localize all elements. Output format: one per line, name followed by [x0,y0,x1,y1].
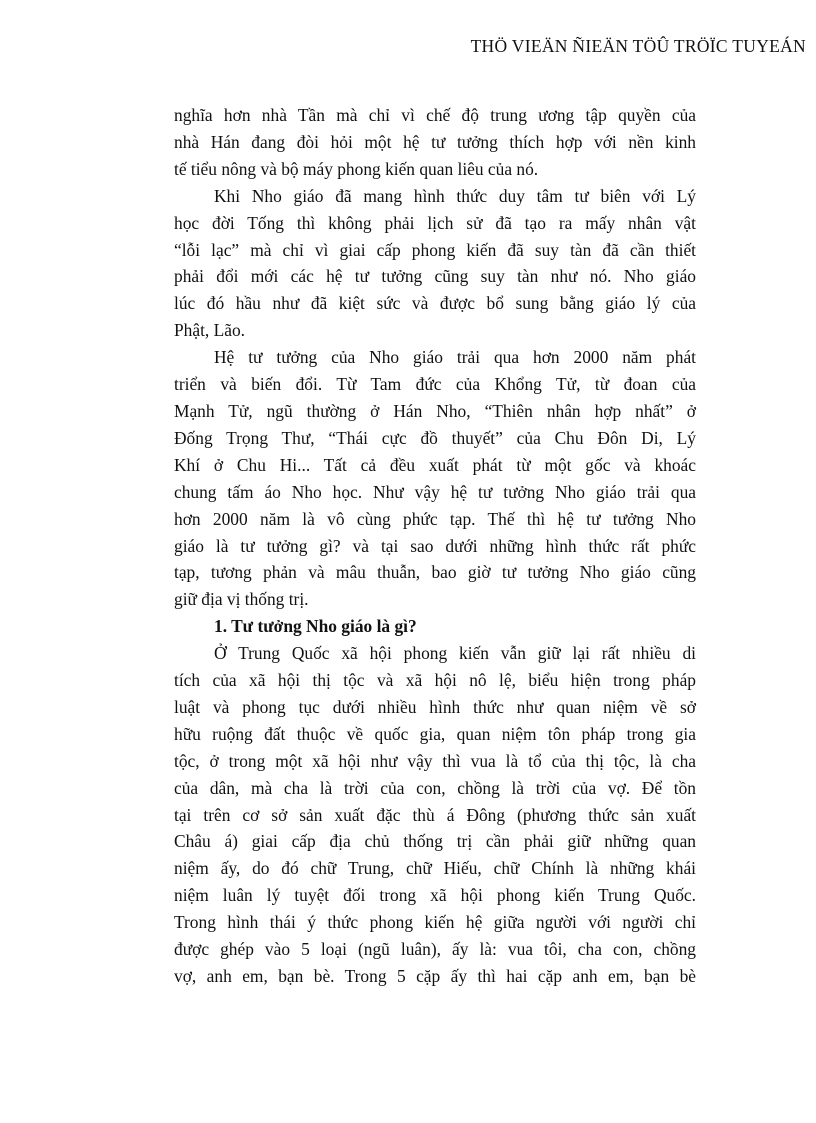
document-body [174,102,696,990]
text-line: Phật, Lão. [174,320,245,341]
text-line: niệm luân lý tuyệt đối trong xã hội phong kiến Trung Quốc. [174,885,696,906]
text-line: Hệ tư tưởng của Nho giáo trải qua hơn 2000 năm phát [214,347,696,368]
text-line: lúc đó hầu như đã kiệt sức và được bổ sung bằng giáo lý của [174,293,696,314]
text-line: tạp, tương phản và mâu thuẫn, bao giờ tư tưởng Nho giáo cũng [174,562,696,583]
text-line: Trong hình thái ý thức phong kiến hệ giữa người với người chỉ [174,912,696,933]
text-line: phải đổi mới các hệ tư tưởng cũng suy tàn như nó. Nho giáo [174,266,696,287]
text-line: tế tiểu nông và bộ máy phong kiến quan liêu của nó. [174,158,539,179]
page-header-title: THÖ VIEÄN ÑIEÄN TÖÛ TRÖÏC TUYEÁN [470,36,806,56]
text-line: tộc, ở trong một xã hội như vậy thì vua là tổ của thị tộc, là cha [174,750,696,771]
section-heading: 1. Tư tưởng Nho giáo là gì? [214,616,417,637]
text-line: Ở Trung Quốc xã hội phong kiến vẫn giữ lại rất nhiều di [214,643,696,664]
text-line: hữu ruộng đất thuộc về quốc gia, quan niệm tôn pháp trong gia [174,723,696,744]
text-line: tích của xã hội thị tộc và xã hội nô lệ, biểu hiện trong pháp [174,670,696,691]
text-line: triển và biến đổi. Từ Tam đức của Khổng Tử, từ đoan của [174,374,696,395]
text-line: vợ, anh em, bạn bè. Trong 5 cặp ấy thì hai cặp anh em, bạn bè [174,966,696,986]
text-line: học đời Tống thì không phải lịch sử đã tạo ra mấy nhân vật [174,212,696,233]
text-line: Châu á) giai cấp địa chủ thống trị cần phải giữ những quan [174,831,696,852]
text-line: niệm ấy, do đó chữ Trung, chữ Hiếu, chữ Chính là những khái [174,858,696,879]
paragraph [174,102,696,183]
text-line: nghĩa hơn nhà Tần mà chỉ vì chế độ trung ương tập quyền của [174,105,696,125]
text-line: Khí ở Chu Hi... Tất cả đều xuất phát từ một gốc và khoác [174,454,696,475]
text-line: “lỗi lạc” mà chỉ vì giai cấp phong kiến đã suy tàn đã cần thiết [174,239,696,260]
text-line: tại trên cơ sở sản xuất đặc thù á Đông (phương thức sản xuất [174,804,696,825]
paragraph [174,640,696,990]
text-line: nhà Hán đang đòi hỏi một hệ tư tưởng thích hợp với nền kinh [174,131,696,152]
paragraph [174,344,696,613]
text-line: giáo là tư tưởng gì? và tại sao dưới những hình thức rất phức [174,535,696,556]
text-line: giữ địa vị thống trị. [174,589,309,610]
text-line: luật và phong tục dưới nhiều hình thức như quan niệm về sở [174,696,696,717]
paragraph [174,183,696,344]
text-line: Đống Trọng Thư, “Thái cực đồ thuyết” của Chu Đôn Di, Lý [174,427,696,448]
text-line: của dân, mà cha là trời của con, chồng là trời của vợ. Để tồn [174,777,696,798]
text-line: được ghép vào 5 loại (ngũ luân), ấy là: vua tôi, cha con, chồng [174,939,696,960]
text-line: chung tấm áo Nho học. Như vậy hệ tư tưởng Nho giáo trải qua [174,481,696,502]
text-line: Mạnh Tử, ngũ thường ở Hán Nho, “Thiên nhân hợp nhất” ở [174,400,696,421]
text-line: hơn 2000 năm là vô cùng phức tạp. Thế thì hệ tư tưởng Nho [174,508,696,529]
text-line: Khi Nho giáo đã mang hình thức duy tâm tư biên với Lý [214,185,696,206]
